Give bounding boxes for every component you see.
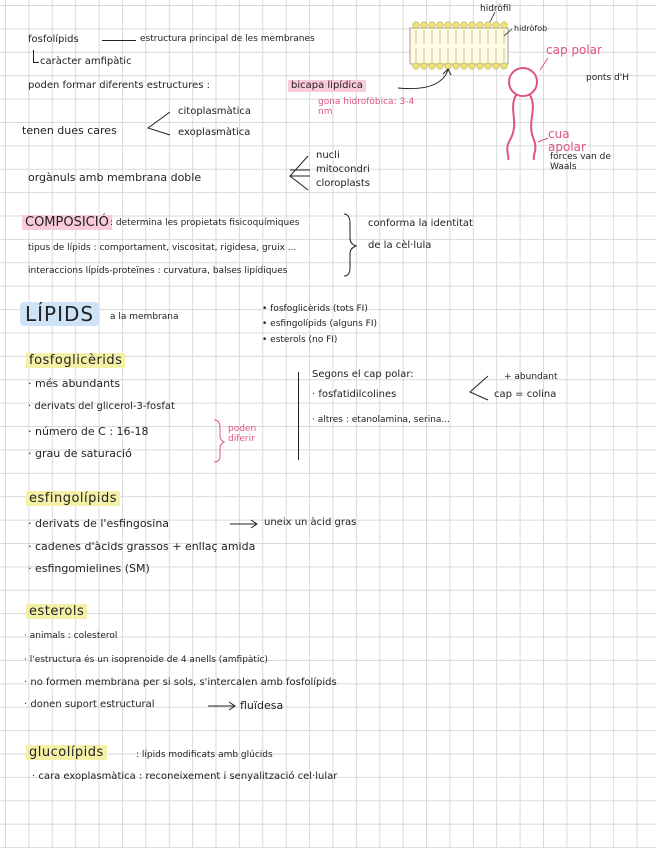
fosfogliceridos-title: fosfoglicèrids bbox=[26, 353, 125, 368]
lipids-title: LÍPIDS bbox=[20, 302, 99, 326]
esfingo-item-1: · derivats de l'esfingosina bbox=[28, 517, 170, 530]
intro-structures: poden formar diferents estructures : bbox=[28, 80, 210, 91]
esterols-item-3: · no formen membrana per si sols, s'intercalen amb fosfolípids bbox=[24, 677, 337, 688]
face-cytoplasmic: citoplasmàtica bbox=[178, 106, 251, 117]
bilayer-label: bicapa lipídica bbox=[288, 80, 366, 92]
organelle-mitochondria: mitocondri bbox=[316, 164, 370, 175]
glucolipids-item: · cara exoplasmàtica : reconeixement i senyalització cel·lular bbox=[32, 771, 338, 782]
glucolipids-title: glucolípids bbox=[26, 745, 107, 760]
lipid-type-1: • fosfoglicèrids (tots FI) bbox=[262, 304, 368, 314]
composicio-right1: conforma la identitat bbox=[368, 218, 473, 229]
lipid-type-2: • esfingolípids (alguns FI) bbox=[262, 319, 378, 329]
composicio-line2: tipus de lípids : comportament, viscositat, rigidesa, gruix ... bbox=[28, 243, 297, 253]
composicio-title: COMPOSICIÓ bbox=[22, 215, 112, 230]
composicio-right2: de la cèl·lula bbox=[368, 240, 432, 251]
tail-note: forces van de Waals bbox=[550, 152, 611, 173]
esterols-item-2: · l'estructura és un isoprenoide de 4 anells (amfipàtic) bbox=[24, 655, 268, 665]
esfingolipids-title: esfingolípids bbox=[26, 491, 120, 506]
hydrophilic-label: hidròfil bbox=[480, 4, 512, 14]
esterols-item-1: · animals : colesterol bbox=[24, 631, 118, 641]
organelles-label: orgànuls amb membrana doble bbox=[28, 171, 202, 184]
intro-term-fosfolipids: fosfolípids bbox=[28, 34, 79, 45]
phospholipid-drawing bbox=[507, 58, 548, 160]
intro-desc: estructura principal de les membranes bbox=[140, 34, 315, 44]
organelle-nucleus: nucli bbox=[316, 150, 340, 161]
composicio-line3: interaccions lípids-proteïnes : curvatura, balses lipídiques bbox=[28, 266, 288, 276]
glucolipids-desc: : lípids modificats amb glúcids bbox=[136, 750, 273, 760]
altres-item: · altres : etanolamina, serina... bbox=[312, 415, 450, 425]
esfingo-item-2: · cadenes d'àcids grassos + enllaç amida bbox=[28, 540, 256, 553]
lipid-type-3: • esterols (no FI) bbox=[262, 335, 338, 345]
more-abundant-note: + abundant bbox=[504, 372, 558, 382]
intro-amphipathic: caràcter amfipàtic bbox=[40, 56, 132, 67]
fosfatidil-item: · fosfatidilcolines bbox=[312, 389, 397, 400]
composicio-line1: : determina les propietats fisicoquímiques bbox=[110, 218, 300, 228]
faces-label: tenen dues cares bbox=[22, 124, 117, 137]
lipids-subtitle: a la membrana bbox=[110, 312, 179, 322]
hydrophobic-label: hidròfob bbox=[514, 24, 548, 33]
esfingo-item-3: · esfingomielines (SM) bbox=[28, 562, 150, 575]
esfingo-arrow-note: uneix un àcid gras bbox=[264, 517, 357, 528]
fosfo-item-1: · més abundants bbox=[28, 377, 121, 390]
cap-note: ponts d'H bbox=[586, 73, 629, 83]
esterols-item-4: · donen suport estructural bbox=[24, 699, 155, 710]
esterols-title: esterols bbox=[26, 604, 87, 619]
fosfo-item-4: · grau de saturació bbox=[28, 447, 132, 460]
cap-polar-label: cap polar bbox=[546, 43, 602, 57]
cap-colina-note: cap = colina bbox=[494, 389, 557, 400]
esterols-arrow-note: fluïdesa bbox=[240, 699, 284, 712]
lipid-bilayer-drawing bbox=[410, 12, 512, 69]
hydrophobic-zone-note: gona hidrofòbica: 3-4 nm bbox=[318, 97, 415, 117]
tail-apolar-label: cua apolar bbox=[548, 127, 586, 155]
fosfo-bracket-note: poden diferir bbox=[228, 424, 257, 444]
organelle-chloroplasts: cloroplasts bbox=[316, 178, 370, 189]
fosfo-item-2: · derivats del glicerol-3-fosfat bbox=[28, 401, 175, 412]
segons-label: Segons el cap polar: bbox=[312, 369, 414, 380]
face-exoplasmic: exoplasmàtica bbox=[178, 127, 251, 138]
fosfo-item-3: · número de C : 16-18 bbox=[28, 425, 149, 438]
